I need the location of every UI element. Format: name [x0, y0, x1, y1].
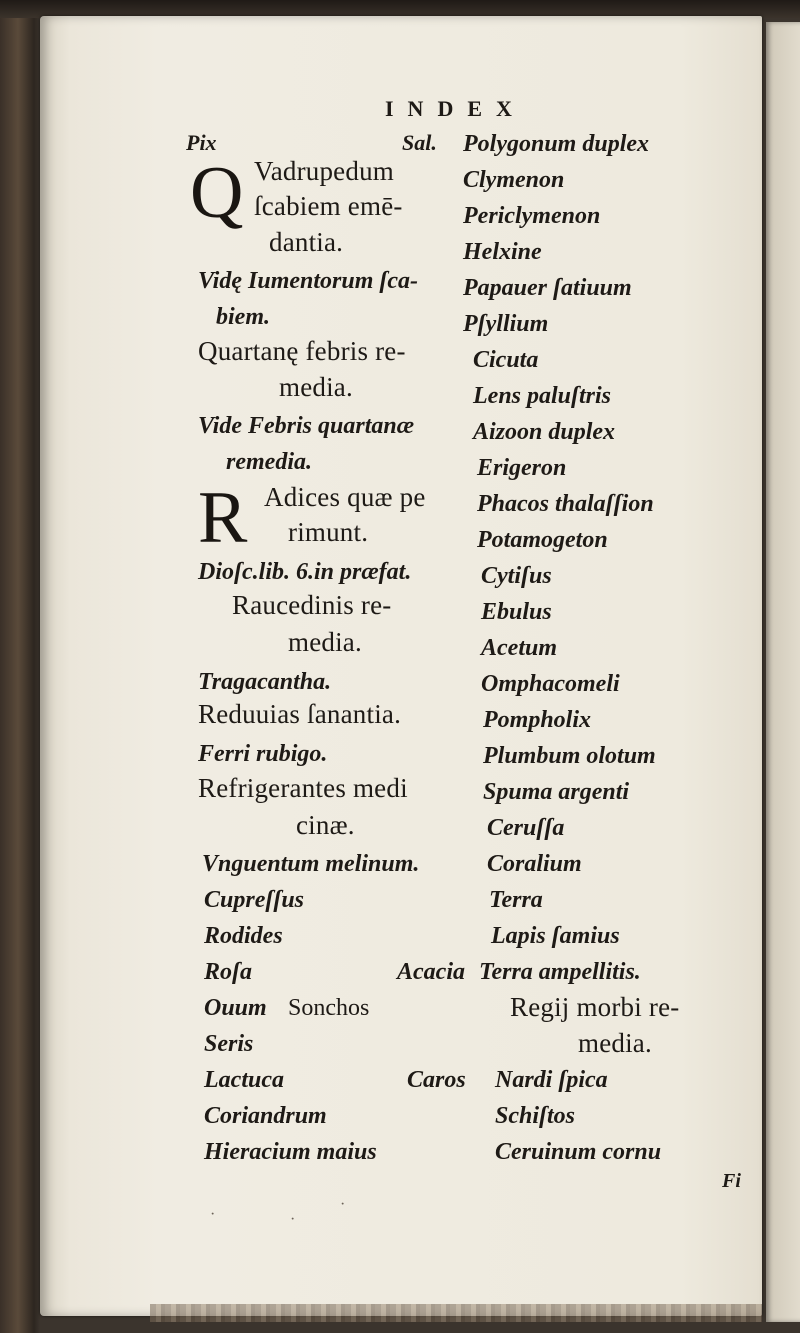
index-entry: Periclymenon: [463, 203, 601, 229]
index-entry: Terra ampellitis.: [479, 959, 641, 985]
index-entry: Vide Febris quartanæ: [198, 413, 415, 439]
index-entry: Polygonum duplex: [463, 131, 650, 157]
index-entry: Schiſtos: [495, 1103, 576, 1129]
index-entry: Refrigerantes medi: [198, 773, 408, 803]
index-entry: Raucedinis re-: [232, 590, 392, 620]
top-left-entry: Pix: [186, 130, 217, 155]
index-entry: Acetum: [481, 635, 557, 661]
index-entry: Terra: [489, 887, 543, 913]
index-entry: cinæ.: [296, 810, 355, 840]
index-entry: Cytiſus: [481, 563, 552, 589]
index-entry: dantia.: [269, 227, 344, 257]
page-header: INDEX: [385, 96, 526, 121]
index-entry: Clymenon: [463, 167, 565, 193]
index-entry: media.: [578, 1028, 652, 1058]
index-entry: Omphacomeli: [481, 671, 620, 697]
page-bottom-edge: [150, 1304, 762, 1322]
index-entry: Ebulus: [481, 599, 552, 625]
index-entry: Erigeron: [477, 455, 567, 481]
ink-speck: ·: [340, 1196, 346, 1213]
index-entry: Lens paluſtris: [473, 383, 612, 409]
index-entry: Regij morbi re-: [510, 992, 680, 1022]
index-entry: Nardi ſpica: [495, 1067, 608, 1093]
drop-cap-r: R: [198, 477, 248, 559]
ink-speck: ·: [210, 1206, 216, 1223]
index-entry: Ouum: [204, 995, 267, 1021]
index-entry: Potamogeton: [477, 527, 608, 553]
index-entry: Ceruinum cornu: [495, 1139, 662, 1165]
index-entry: Aizoon duplex: [473, 419, 616, 445]
top-mid-entry: Sal.: [402, 130, 437, 155]
index-entry: Papauer ſatiuum: [463, 275, 632, 301]
index-entry: Vidę Iumentorum ſca-: [198, 268, 419, 294]
index-entry: Plumbum olotum: [483, 743, 656, 769]
index-entry: Cicuta: [473, 347, 539, 373]
index-entry: Spuma argenti: [483, 779, 630, 805]
index-entry: Rodides: [204, 923, 283, 949]
index-entry: remedia.: [226, 449, 312, 475]
index-entry: Phacos thalaſſion: [477, 491, 654, 517]
index-entry: media.: [279, 372, 353, 402]
drop-cap-q: Q: [190, 152, 244, 234]
index-entry: Ferri rubigo.: [198, 741, 328, 767]
index-entry: biem.: [216, 304, 270, 330]
index-entry: Pompholix: [483, 707, 592, 733]
index-entry: Sonchos: [288, 995, 370, 1021]
index-entry: Dioſc.lib. 6.in præfat.: [198, 559, 412, 585]
index-entry: Pſyllium: [463, 311, 549, 337]
index-entry: Lapis ſamius: [491, 923, 620, 949]
index-entry: Helxine: [463, 239, 542, 265]
index-entry: Reduuias ſanantia.: [198, 699, 402, 729]
index-entry: rimunt.: [288, 517, 369, 547]
index-entry: Cupreſſus: [204, 887, 305, 913]
index-entry: Coriandrum: [204, 1103, 327, 1129]
index-entry: Coralium: [487, 851, 582, 877]
index-entry: Roſa: [204, 959, 252, 985]
index-entry: Tragacantha.: [198, 669, 332, 695]
index-entry: Seris: [204, 1031, 254, 1057]
facing-page-edge: [766, 22, 800, 1322]
index-entry: Lactuca: [204, 1067, 284, 1093]
index-entry: Ceruſſa: [487, 815, 565, 841]
index-entry: Caros: [407, 1067, 466, 1093]
index-entry: Adices quæ pe: [264, 482, 426, 512]
index-entry: Vnguentum melinum.: [202, 851, 420, 877]
book-page: [40, 16, 762, 1316]
index-entry: media.: [288, 627, 362, 657]
index-entry: Quartanę febris re-: [198, 336, 406, 366]
index-entry: Hieracium maius: [204, 1139, 377, 1165]
index-entry: ſcabiem emē-: [254, 191, 403, 221]
index-entry: Acacia: [397, 959, 465, 985]
catchword: Fi: [722, 1170, 741, 1192]
index-entry: Vadrupedum: [254, 156, 394, 186]
ink-speck: ·: [290, 1211, 296, 1228]
